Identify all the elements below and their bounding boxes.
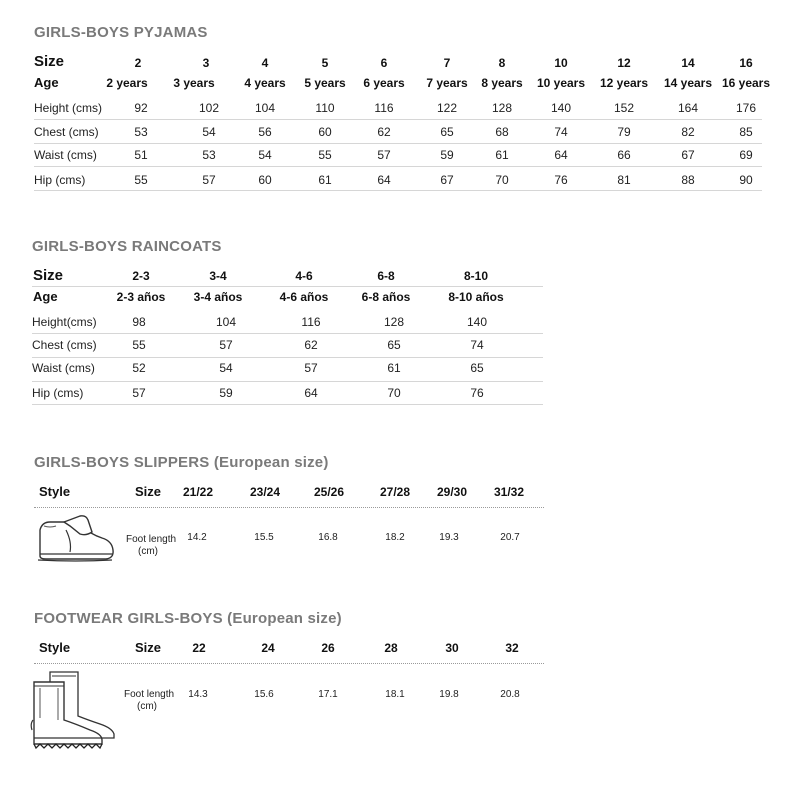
footwear-size-cell: 26 <box>321 641 335 655</box>
raincoats-value-cell: 57 <box>132 386 146 400</box>
pyjamas-age-cell: 5 years <box>304 76 346 90</box>
raincoats-divider <box>32 357 543 358</box>
slippers-value-cell: 16.8 <box>318 532 338 543</box>
pyjamas-value-cell: 68 <box>495 125 509 139</box>
pyjamas-size-cell: 3 <box>202 56 210 70</box>
footwear-title: FOOTWEAR GIRLS-BOYS (European size) <box>34 610 342 627</box>
pyjamas-value-cell: 67 <box>681 148 695 162</box>
raincoats-value-cell: 52 <box>132 361 146 375</box>
pyjamas-size-cell: 8 <box>498 56 506 70</box>
pyjamas-value-cell: 81 <box>617 173 631 187</box>
pyjamas-age-cell: 16 years <box>721 76 771 90</box>
slippers-foot-length-label: Foot length <box>126 534 177 545</box>
pyjamas-value-cell: 88 <box>681 173 695 187</box>
pyjamas-divider <box>34 119 762 120</box>
raincoats-age-cell: 6-8 años <box>361 290 411 304</box>
footwear-divider <box>34 663 544 664</box>
raincoats-size-cell: 6-8 <box>377 269 395 283</box>
footwear-value-cell: 18.1 <box>385 689 405 700</box>
slippers-value-cell: 18.2 <box>385 532 405 543</box>
pyjamas-age-cell: 6 years <box>363 76 405 90</box>
raincoats-value-cell: 55 <box>132 338 146 352</box>
pyjamas-size-cell: 7 <box>443 56 451 70</box>
raincoats-divider <box>32 404 543 405</box>
raincoats-value-cell: 140 <box>466 315 488 329</box>
pyjamas-age-cell: 8 years <box>481 76 523 90</box>
footwear-value-cell: 17.1 <box>318 689 338 700</box>
raincoats-value-cell: 128 <box>383 315 405 329</box>
pyjamas-value-cell: 76 <box>554 173 568 187</box>
pyjamas-divider <box>34 143 762 144</box>
pyjamas-size-cell: 5 <box>321 56 329 70</box>
raincoats-size-cell: 2-3 <box>132 269 150 283</box>
pyjamas-value-cell: 61 <box>318 173 332 187</box>
raincoats-value-cell: 116 <box>301 315 321 329</box>
slippers-value-cell: 14.2 <box>187 532 207 543</box>
pyjamas-size-cell: 14 <box>681 56 695 70</box>
raincoats-value-cell: 70 <box>387 386 401 400</box>
footwear-size-cell: 22 <box>192 641 206 655</box>
pyjamas-row-label: Hip (cms) <box>34 173 86 187</box>
pyjamas-title: GIRLS-BOYS PYJAMAS <box>34 24 208 41</box>
raincoats-divider <box>32 333 543 334</box>
raincoats-value-cell: 98 <box>132 315 146 329</box>
slippers-divider <box>34 507 544 508</box>
raincoats-size-cell: 4-6 <box>295 269 313 283</box>
raincoats-value-cell: 57 <box>304 361 318 375</box>
slippers-size-cell: 23/24 <box>249 485 281 499</box>
pyjamas-value-cell: 60 <box>318 125 332 139</box>
pyjamas-value-cell: 85 <box>739 125 753 139</box>
raincoats-value-cell: 76 <box>470 386 484 400</box>
footwear-value-cell: 19.8 <box>439 689 459 700</box>
pyjamas-value-cell: 55 <box>134 173 148 187</box>
raincoats-row-label: Height(cms) <box>32 315 97 329</box>
pyjamas-size-cell: 4 <box>261 56 269 70</box>
pyjamas-age-cell: 2 years <box>106 76 148 90</box>
raincoats-size-cell: 3-4 <box>209 269 227 283</box>
raincoats-value-cell: 61 <box>387 361 401 375</box>
pyjamas-age-cell: 7 years <box>426 76 468 90</box>
pyjamas-value-cell: 70 <box>495 173 509 187</box>
slippers-size-cell: 31/32 <box>493 485 525 499</box>
pyjamas-age-cell: 4 years <box>244 76 286 90</box>
pyjamas-value-cell: 79 <box>617 125 631 139</box>
pyjamas-value-cell: 64 <box>377 173 391 187</box>
pyjamas-value-cell: 62 <box>377 125 391 139</box>
footwear-size-cell: 28 <box>384 641 398 655</box>
pyjamas-divider <box>34 166 762 167</box>
pyjamas-size-cell: 2 <box>134 56 142 70</box>
pyjamas-value-cell: 59 <box>440 148 454 162</box>
pyjamas-value-cell: 164 <box>677 101 699 115</box>
raincoats-value-cell: 59 <box>219 386 233 400</box>
pyjamas-value-cell: 57 <box>377 148 391 162</box>
footwear-size-cell: 30 <box>445 641 459 655</box>
pyjamas-value-cell: 67 <box>440 173 454 187</box>
pyjamas-value-cell: 110 <box>315 101 335 115</box>
pyjamas-age-cell: 3 years <box>173 76 215 90</box>
raincoats-row-label: Hip (cms) <box>32 386 84 400</box>
pyjamas-size-cell: 16 <box>739 56 753 70</box>
pyjamas-value-cell: 53 <box>134 125 148 139</box>
footwear-value-cell: 14.3 <box>188 689 208 700</box>
pyjamas-value-cell: 90 <box>739 173 753 187</box>
pyjamas-value-cell: 176 <box>735 101 757 115</box>
slippers-size-cell: 25/26 <box>313 485 345 499</box>
footwear-size-cell: 24 <box>261 641 275 655</box>
pyjamas-value-cell: 66 <box>617 148 631 162</box>
pyjamas-value-cell: 51 <box>134 148 148 162</box>
pyjamas-value-cell: 55 <box>318 148 332 162</box>
slippers-size-label: Size <box>135 484 162 499</box>
footwear-foot-length-label: Foot length <box>124 689 175 700</box>
pyjamas-age-cell: 14 years <box>663 76 713 90</box>
slippers-value-cell: 19.3 <box>439 532 459 543</box>
raincoats-row-label: Waist (cms) <box>32 361 95 375</box>
pyjamas-value-cell: 65 <box>440 125 454 139</box>
pyjamas-divider <box>34 190 762 191</box>
pyjamas-value-cell: 92 <box>134 101 148 115</box>
pyjamas-value-cell: 64 <box>554 148 568 162</box>
slippers-size-cell: 27/28 <box>379 485 411 499</box>
raincoats-size-cell: 8-10 <box>463 269 489 283</box>
rain-boot-icon <box>30 668 122 750</box>
pyjamas-size-label: Size <box>34 53 65 70</box>
raincoats-value-cell: 65 <box>387 338 401 352</box>
raincoats-value-cell: 62 <box>304 338 318 352</box>
pyjamas-row-label: Height (cms) <box>34 101 103 115</box>
slippers-style-label: Style <box>39 484 71 499</box>
raincoats-value-cell: 54 <box>219 361 233 375</box>
pyjamas-value-cell: 116 <box>374 101 394 115</box>
pyjamas-value-cell: 128 <box>491 101 513 115</box>
pyjamas-row-label: Chest (cms) <box>34 125 99 139</box>
pyjamas-value-cell: 53 <box>202 148 216 162</box>
pyjamas-value-cell: 104 <box>254 101 276 115</box>
raincoats-age-cell: 8-10 años <box>448 290 504 304</box>
pyjamas-value-cell: 82 <box>681 125 695 139</box>
pyjamas-size-cell: 12 <box>617 56 631 70</box>
pyjamas-value-cell: 69 <box>739 148 753 162</box>
slippers-value-cell: 15.5 <box>254 532 274 543</box>
raincoats-value-cell: 104 <box>215 315 237 329</box>
slippers-title: GIRLS-BOYS SLIPPERS (European size) <box>34 454 329 471</box>
pyjamas-value-cell: 57 <box>202 173 216 187</box>
raincoats-value-cell: 64 <box>304 386 318 400</box>
slippers-foot-length-unit: (cm) <box>138 546 158 557</box>
raincoats-age-cell: 4-6 años <box>279 290 329 304</box>
pyjamas-value-cell: 61 <box>495 148 509 162</box>
raincoats-age-cell: 3-4 años <box>193 290 243 304</box>
raincoats-divider <box>32 286 543 287</box>
pyjamas-value-cell: 54 <box>258 148 272 162</box>
raincoats-divider <box>32 381 543 382</box>
raincoats-value-cell: 57 <box>219 338 233 352</box>
raincoats-age-label: Age <box>33 289 58 304</box>
pyjamas-size-cell: 10 <box>554 56 568 70</box>
pyjamas-row-label: Waist (cms) <box>34 148 97 162</box>
pyjamas-value-cell: 74 <box>554 125 568 139</box>
pyjamas-age-cell: 10 years <box>536 76 586 90</box>
pyjamas-value-cell: 60 <box>258 173 272 187</box>
slippers-size-cell: 29/30 <box>436 485 468 499</box>
raincoats-age-cell: 2-3 años <box>116 290 166 304</box>
raincoats-value-cell: 74 <box>470 338 484 352</box>
footwear-size-label: Size <box>135 640 162 655</box>
footwear-foot-length-unit: (cm) <box>137 701 157 712</box>
pyjamas-value-cell: 122 <box>436 101 458 115</box>
slippers-size-cell: 21/22 <box>182 485 214 499</box>
pyjamas-age-label: Age <box>34 75 59 90</box>
footwear-value-cell: 15.6 <box>254 689 274 700</box>
raincoats-size-label: Size <box>33 267 64 284</box>
footwear-value-cell: 20.8 <box>500 689 520 700</box>
pyjamas-size-cell: 6 <box>380 56 388 70</box>
slippers-value-cell: 20.7 <box>500 532 520 543</box>
footwear-style-label: Style <box>39 640 71 655</box>
pyjamas-value-cell: 54 <box>202 125 216 139</box>
raincoats-title: GIRLS-BOYS RAINCOATS <box>32 238 222 255</box>
raincoats-value-cell: 65 <box>470 361 484 375</box>
pyjamas-value-cell: 102 <box>198 101 220 115</box>
pyjamas-value-cell: 56 <box>258 125 272 139</box>
slipper-icon <box>36 512 116 564</box>
pyjamas-value-cell: 152 <box>613 101 635 115</box>
footwear-size-cell: 32 <box>505 641 519 655</box>
pyjamas-age-cell: 12 years <box>599 76 649 90</box>
raincoats-row-label: Chest (cms) <box>32 338 97 352</box>
pyjamas-value-cell: 140 <box>550 101 572 115</box>
